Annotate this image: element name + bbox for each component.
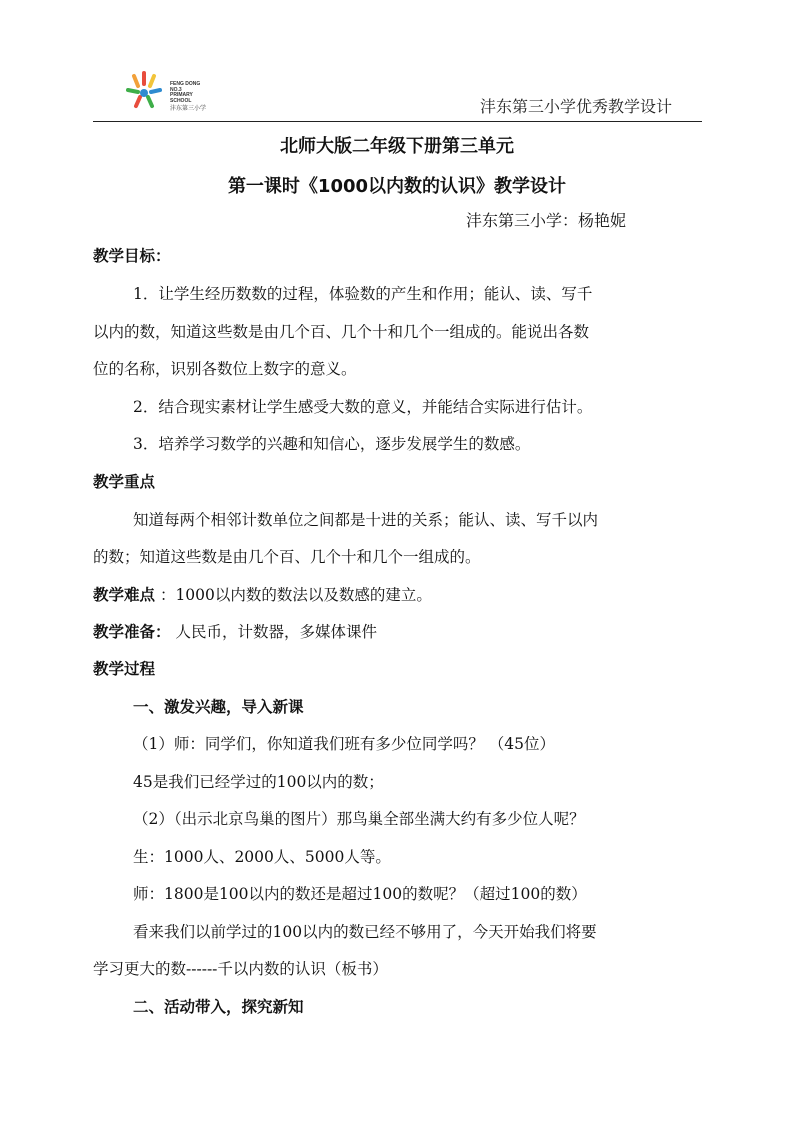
page-header [93, 64, 702, 122]
process-paragraph-6-line2: 学习更大的数------千以内数的认识（板书） [93, 960, 388, 978]
section-1-heading: 一、激发兴趣，导入新课 [133, 697, 304, 716]
key-points-heading: 教学重点 [93, 472, 156, 491]
preparation-text: 人民币，计数器，多媒体课件 [170, 623, 377, 641]
objective-2: 2．结合现实素材让学生感受大数的意义，并能结合实际进行估计。 [133, 398, 593, 416]
process-paragraph-6-line1: 看来我们以前学过的100以内的数已经不够用了，今天开始我们将要 [133, 923, 597, 941]
logo-english-text: FENG DONG NO.3 PRIMARY SCHOOL [170, 81, 201, 104]
preparation-row [93, 620, 377, 642]
school-logo [124, 70, 234, 116]
document-author: 沣东第三小学：杨艳妮 [466, 211, 627, 230]
school-logo-icon [124, 70, 168, 114]
process-paragraph-2: 45是我们已经学过的100以内的数； [133, 773, 384, 791]
process-paragraph-5: 师：1800是100以内的数还是超过100的数呢？（超过100的数） [133, 885, 587, 903]
key-points-line2: 的数；知道这些数是由几个百、几个十和几个一组成的。 [93, 548, 481, 566]
process-paragraph-4: 生：1000人、2000人、5000人等。 [133, 848, 391, 866]
objective-1-line3: 位的名称，识别各数位上数字的意义。 [93, 360, 357, 378]
objectives-heading: 教学目标： [93, 246, 171, 265]
preparation-label: 教学准备： [93, 622, 171, 641]
header-school-title: 沣东第三小学优秀教学设计 [479, 97, 672, 116]
document-title-line2: 第一课时《1000以内数的认识》教学设计 [227, 176, 567, 197]
process-paragraph-1: （1）师：同学们，你知道我们班有多少位同学吗？ （45位） [133, 735, 556, 753]
process-heading: 教学过程 [93, 659, 156, 678]
difficulty-label: 教学难点 [93, 585, 156, 604]
difficulty-text: ：1000以内数的数法以及数感的建立。 [155, 586, 432, 604]
document-title-line1: 北师大版二年级下册第三单元 [280, 136, 514, 157]
section-2-heading: 二、活动带入，探究新知 [133, 997, 304, 1016]
objective-3: 3．培养学习数学的兴趣和知信心，逐步发展学生的数感。 [133, 435, 531, 453]
difficulty-row [93, 583, 432, 605]
objective-1-line2: 以内的数，知道这些数是由几个百、几个十和几个一组成的。能说出各数 [93, 323, 590, 341]
key-points-line1: 知道每两个相邻计数单位之间都是十进的关系；能认、读、写千以内 [133, 511, 599, 529]
process-paragraph-3: （2）（出示北京鸟巢的图片）那鸟巢全部坐满大约有多少位人呢？ [133, 810, 585, 828]
objective-1-line1: 1．让学生经历数数的过程，体验数的产生和作用；能认、读、写千 [133, 285, 593, 303]
logo-chinese-text: 沣东第三小学 [170, 105, 207, 112]
